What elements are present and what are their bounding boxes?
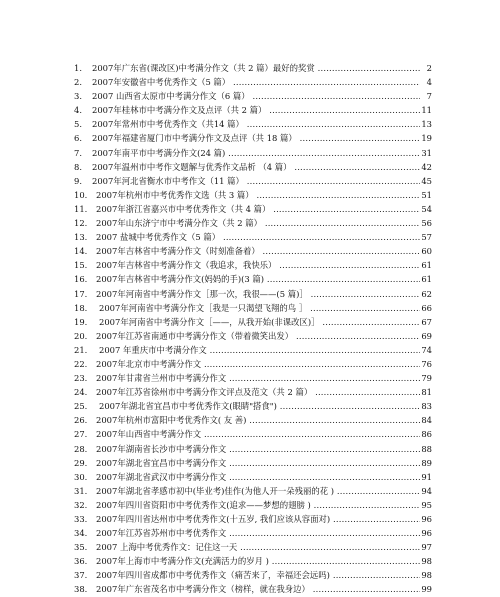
toc-entry[interactable] <box>0 399 500 413</box>
toc-entry-title-text: 2007 上海中考优秀作文：记住这一天 ..... <box>96 542 420 552</box>
toc-entry-title <box>96 385 420 399</box>
toc-entry-title-text: 2007年吉林省中考满分作文(妈妈的手)(3 篇) ..... <box>96 274 420 284</box>
toc-entry-title-text: 2007 盐城中考优秀作文（5 篇） ..... <box>96 232 420 242</box>
toc-entry-page: 74 <box>420 343 432 357</box>
toc-entry-page: 57 <box>420 230 432 244</box>
toc-entry[interactable] <box>0 244 500 258</box>
toc-entry-number: 18. <box>74 302 88 313</box>
toc-entry-title <box>96 456 420 470</box>
toc-entry-title <box>96 329 420 343</box>
toc-entry-number: 16. <box>74 274 88 285</box>
toc-entry-number: 36. <box>74 556 88 567</box>
toc-entry-title-text: 2007年河南省中考满分作文［——，从我开始(非课改区)］ ..... <box>99 317 420 327</box>
toc-entry-title <box>92 160 420 174</box>
toc-entry-title-text: 2007年河南省中考满分作文［那一次，我很——(5 篇)］ ..... <box>96 289 420 299</box>
toc-entry-title-text: 2007年湖北省宜昌市中考优秀作文(眼睛"搭食") ..... <box>99 401 420 411</box>
toc-entry[interactable] <box>0 385 500 399</box>
toc-entry-title-text: 2007年福建省厦门市中考满分作文及点评（共 18 篇） ..... <box>92 133 420 143</box>
toc-entry-number: 6. <box>74 133 82 144</box>
toc-entry-title-text: 2007年甘肃省兰州市中考满分作文 ..... <box>96 373 420 383</box>
toc-entry-number: 8. <box>74 161 82 172</box>
toc-entry-title <box>96 188 420 202</box>
toc-entry[interactable] <box>0 174 500 188</box>
toc-entry-number: 4. <box>74 105 82 116</box>
toc-entry-number: 27. <box>74 429 88 440</box>
toc-entry[interactable] <box>0 315 500 329</box>
toc-entry-page: 83 <box>420 399 432 413</box>
toc-entry-title <box>96 526 420 540</box>
toc-entry[interactable] <box>0 188 500 202</box>
toc-entry-number: 30. <box>74 471 88 482</box>
toc-entry-number: 5. <box>74 119 82 130</box>
toc-entry[interactable] <box>0 498 500 512</box>
toc-entry-number: 15. <box>74 260 88 271</box>
toc-entry[interactable] <box>0 484 500 498</box>
toc-entry-title <box>99 315 420 329</box>
toc-entry[interactable] <box>0 258 500 272</box>
toc-entry[interactable] <box>0 343 500 357</box>
toc-entry-title-text: 2007年河北省衡水市中考作文（11 篇） ..... <box>92 176 420 186</box>
toc-entry-number: 7. <box>74 147 82 158</box>
toc-entry-page: 11 <box>420 103 432 117</box>
toc-entry-title-text: 2007年湖南省长沙市中考满分作文 ..... <box>96 444 420 454</box>
toc-entry[interactable] <box>0 413 500 427</box>
toc-entry-number: 13. <box>74 232 88 243</box>
toc-entry-page: 97 <box>420 540 432 554</box>
toc-entry-number: 32. <box>74 499 88 510</box>
toc-entry-page: 31 <box>420 146 432 160</box>
toc-entry-page: 86 <box>420 427 432 441</box>
toc-entry[interactable] <box>0 357 500 371</box>
toc-entry-title-text: 2007年湖北省武汉市中考满分作文 ..... <box>96 472 420 482</box>
toc-entry-page: 88 <box>420 442 432 456</box>
toc-entry-title <box>99 301 420 315</box>
toc-entry-title <box>96 512 420 526</box>
toc-entry[interactable] <box>0 216 500 230</box>
toc-entry-page: 13 <box>420 117 432 131</box>
toc-entry-title-text: 2007年南平市中考满分作文(24 篇) ..... <box>92 148 420 158</box>
toc-entry[interactable] <box>0 301 500 315</box>
toc-entry-number: 20. <box>74 330 88 341</box>
toc-entry-number: 26. <box>74 415 88 426</box>
toc-entry[interactable] <box>0 146 500 160</box>
toc-entry-page: 42 <box>420 160 432 174</box>
toc-entry-page: 60 <box>420 244 432 258</box>
toc-entry-number: 9. <box>74 175 82 186</box>
toc-entry-number: 14. <box>74 246 88 257</box>
toc-entry-title <box>96 244 420 258</box>
toc-entry[interactable] <box>0 131 500 145</box>
toc-entry-page: 54 <box>420 202 432 216</box>
toc-entry[interactable] <box>0 287 500 301</box>
toc-entry-page: 61 <box>420 272 432 286</box>
toc-entry-title <box>96 484 420 498</box>
toc-entry-title <box>96 272 420 286</box>
toc-entry-title-text: 2007年山东济宁市中考满分作文（共 2 篇） ..... <box>96 218 420 228</box>
table-of-contents <box>0 61 500 597</box>
toc-entry-number: 19. <box>74 316 88 327</box>
toc-entry-title <box>92 103 420 117</box>
toc-entry-title <box>92 61 420 75</box>
toc-entry[interactable] <box>0 554 500 568</box>
toc-entry-title <box>96 568 420 582</box>
toc-entry[interactable] <box>0 442 500 456</box>
toc-entry-page: 84 <box>420 413 432 427</box>
toc-entry-title <box>92 89 420 103</box>
toc-entry-page: 7 <box>420 89 432 103</box>
toc-entry-title <box>96 202 420 216</box>
toc-entry[interactable] <box>0 61 500 75</box>
toc-entry-title-text: 2007年山西省中考满分作文 ..... <box>96 429 420 439</box>
toc-entry-page: 76 <box>420 357 432 371</box>
toc-entry-title-text: 2007年吉林省中考满分作文（时刻准备着） ..... <box>96 246 420 256</box>
toc-entry[interactable] <box>0 512 500 526</box>
toc-entry[interactable] <box>0 540 500 554</box>
toc-entry-number: 22. <box>74 358 88 369</box>
toc-entry-title <box>92 146 420 160</box>
toc-entry-page: 99 <box>420 582 432 596</box>
toc-entry-title-text: 2007年江苏省徐州市中考满分作文评点及范文（共 2 篇） ..... <box>96 387 420 397</box>
toc-entry-title <box>92 131 420 145</box>
toc-entry-number: 25. <box>74 401 88 412</box>
toc-entry-page: 94 <box>420 484 432 498</box>
toc-entry-page: 95 <box>420 498 432 512</box>
toc-entry-title-text: 2007年四川省达州市中考优秀作文(十五岁, 我们应该从容面对) ..... <box>96 514 420 524</box>
toc-entry-number: 1. <box>74 63 82 73</box>
toc-entry-number: 33. <box>74 514 88 524</box>
toc-entry-page: 62 <box>420 287 432 301</box>
toc-entry-title-text: 2007年湖北省宜昌市中考满分作文 ..... <box>96 458 420 468</box>
toc-entry-page: 91 <box>420 470 432 484</box>
toc-entry-title <box>96 216 420 230</box>
toc-entry[interactable] <box>0 202 500 216</box>
toc-entry-number: 10. <box>74 189 88 200</box>
toc-entry-number: 21. <box>74 344 88 355</box>
toc-entry-title <box>96 554 420 568</box>
toc-entry-page: 61 <box>420 258 432 272</box>
toc-entry-title <box>96 427 420 441</box>
toc-entry-page: 81 <box>420 385 432 399</box>
toc-entry-number: 38. <box>74 584 88 595</box>
toc-entry[interactable] <box>0 470 500 484</box>
toc-entry-number: 24. <box>74 387 88 398</box>
toc-entry[interactable] <box>0 427 500 441</box>
toc-entry-title <box>92 75 420 89</box>
toc-entry-number: 35. <box>74 542 88 553</box>
toc-entry-title <box>92 117 420 131</box>
toc-entry-page: 45 <box>420 174 432 188</box>
toc-entry[interactable] <box>0 582 500 596</box>
toc-entry-title <box>99 343 420 357</box>
toc-entry-page: 56 <box>420 216 432 230</box>
toc-entry[interactable] <box>0 456 500 470</box>
toc-entry[interactable] <box>0 526 500 540</box>
toc-entry-page: 67 <box>420 315 432 329</box>
toc-entry-number: 2. <box>74 77 82 88</box>
toc-entry-title-text: 2007 年重庆市中考满分作文 ..... <box>99 345 420 355</box>
toc-entry[interactable] <box>0 329 500 343</box>
toc-entry-title <box>96 258 420 272</box>
toc-entry-title-text: 2007年广东省(课改区)中考满分作文（共 2 篇）最好的奖赏 ..... <box>92 63 420 73</box>
toc-entry-number: 23. <box>74 373 88 384</box>
toc-entry-title-text: 2007 山西省太原市中考满分作文（6 篇） ..... <box>92 91 420 101</box>
toc-entry-title-text: 2007年四川省资阳市中考优秀作文(追求——梦想的翅膀 ) ..... <box>96 500 420 510</box>
toc-entry[interactable] <box>0 160 500 174</box>
toc-entry-title <box>96 371 420 385</box>
toc-entry[interactable] <box>0 371 500 385</box>
toc-entry-title <box>96 498 420 512</box>
toc-entry[interactable] <box>0 117 500 131</box>
toc-entry-title-text: 2007年广东省茂名市中考满分作文（榜样，就在我身边） ..... <box>96 584 420 594</box>
toc-entry-number: 28. <box>74 443 88 454</box>
toc-entry-title-text: 2007年杭州市富阳中考优秀作文( 友 善) ..... <box>96 415 420 425</box>
toc-entry[interactable] <box>0 103 500 117</box>
toc-entry-title-text: 2007年杭州市中考优秀作文选（共 3 篇） ..... <box>96 190 420 200</box>
toc-entry-title-text: 2007年河南省中考满分作文［我是一只渴望飞翔的鸟 ］ ..... <box>99 303 420 313</box>
toc-entry-title-text: 2007年温州市中考作文题解与优秀作文品析 （4 篇） ..... <box>92 162 420 172</box>
toc-entry[interactable] <box>0 568 500 582</box>
toc-entry-page: 89 <box>420 456 432 470</box>
toc-entry-title-text: 2007年江苏省南通市中考满分作文（带着微笑出发） ..... <box>96 331 420 341</box>
toc-entry-title-text: 2007年上海市中考满分作文(充满活力的岁月 ) ..... <box>96 556 420 566</box>
toc-entry-title <box>96 230 420 244</box>
toc-entry-title-text: 2007年吉林省中考满分作文（我追求，我快乐） ..... <box>96 260 420 270</box>
toc-entry-page: 2 <box>420 61 432 75</box>
toc-entry-title-text: 2007年湖北省孝感市初中(毕业考)佳作(为他人开一朵残丽的花 ) ..... <box>96 486 420 496</box>
toc-entry-number: 17. <box>74 288 88 299</box>
toc-entry-number: 37. <box>74 570 88 581</box>
toc-entry-title <box>96 470 420 484</box>
toc-entry-number: 29. <box>74 457 88 468</box>
toc-entry-title-text: 2007年江苏省苏州市中考优秀作文 ..... <box>96 528 420 538</box>
toc-entry-number: 11. <box>74 203 88 214</box>
toc-entry-page: 51 <box>420 188 432 202</box>
toc-entry-title <box>96 582 420 596</box>
toc-entry-page: 4 <box>420 75 432 89</box>
toc-entry-title-text: 2007年北京市中考满分作文 ..... <box>96 359 420 369</box>
toc-entry-number: 31. <box>74 485 88 496</box>
toc-entry-title <box>92 174 420 188</box>
toc-entry[interactable] <box>0 272 500 286</box>
toc-entry-title-text: 2007年桂林市中考满分作文及点评（共 2 篇） ..... <box>92 105 420 115</box>
toc-entry-number: 12. <box>74 218 88 229</box>
toc-entry-page: 98 <box>420 568 432 582</box>
toc-entry-title <box>96 287 420 301</box>
toc-entry-title-text: 2007年浙江省嘉兴市中考优秀作文（共 4 篇） ..... <box>96 204 420 214</box>
toc-entry-page: 96 <box>420 526 432 540</box>
toc-entry-title <box>96 540 420 554</box>
toc-entry[interactable] <box>0 89 500 103</box>
toc-entry-page: 19 <box>420 131 432 145</box>
toc-entry-number: 34. <box>74 528 88 539</box>
toc-entry-page: 96 <box>420 512 432 526</box>
toc-entry-number: 3. <box>74 91 82 102</box>
toc-entry[interactable] <box>0 75 500 89</box>
toc-entry-page: 69 <box>420 329 432 343</box>
toc-entry-title <box>99 399 420 413</box>
toc-entry-title <box>96 442 420 456</box>
toc-entry-page: 79 <box>420 371 432 385</box>
toc-entry-title-text: 2007年四川省成都市中考优秀作文（痛苦来了，幸福还会远吗) ..... <box>96 570 420 580</box>
toc-entry-title <box>96 413 420 427</box>
toc-entry-page: 66 <box>420 301 432 315</box>
toc-entry-title <box>96 357 420 371</box>
toc-entry-title-text: 2007年安徽省中考优秀作文（5 篇） ..... <box>92 77 420 87</box>
toc-entry-page: 98 <box>420 554 432 568</box>
toc-entry[interactable] <box>0 230 500 244</box>
toc-entry-title-text: 2007年常州市中考优秀作文（共14 篇） ..... <box>92 119 420 129</box>
